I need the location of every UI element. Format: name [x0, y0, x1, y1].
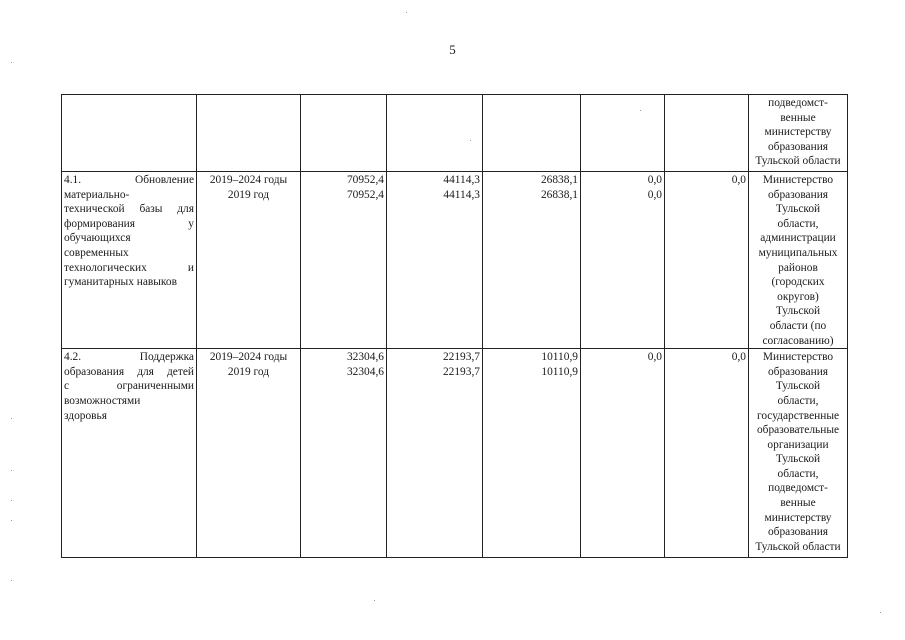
amount-value: 26838,1	[540, 188, 578, 201]
executor-cell	[749, 172, 848, 349]
measure-name-cell	[62, 172, 197, 349]
amount-value: 0,0	[647, 174, 662, 186]
measure-name-line	[64, 379, 194, 394]
measure-name-word: с	[64, 380, 70, 393]
executor-line: подведомст-	[768, 482, 828, 495]
executor-line: Тульской	[775, 380, 821, 393]
measure-name-line	[64, 365, 194, 380]
measure-name-word: детей	[167, 365, 194, 378]
measure-name-word: технической	[64, 203, 125, 216]
measure-name-word: возможностями	[64, 394, 141, 407]
executor-line: области,	[777, 467, 819, 480]
regional-budget-cell	[483, 349, 581, 558]
measure-name-word: Поддержка	[139, 351, 194, 364]
executor-line: муниципальных	[758, 246, 838, 259]
executor-line: области,	[777, 217, 819, 230]
program-table	[61, 94, 848, 558]
other-sources-cell	[665, 95, 749, 172]
page-number: 5	[449, 42, 456, 57]
table-row-4-1	[62, 172, 848, 349]
measure-name-word: гуманитарных навыков	[64, 276, 177, 289]
measure-name-line	[64, 173, 194, 188]
amount-value: 0,0	[647, 351, 662, 364]
measure-name-line	[64, 231, 194, 246]
executor-line: Тульской	[775, 453, 821, 466]
measure-name-word: материально-	[64, 188, 130, 201]
period-value: 2019–2024 годы	[209, 174, 288, 186]
total-funding-cell	[301, 349, 387, 558]
executor-line: государственные	[756, 409, 840, 422]
municipal-budget-cell	[581, 95, 665, 172]
table-row-continuation	[62, 95, 848, 172]
executor-line: области,	[777, 394, 819, 407]
total-funding-cell	[301, 95, 387, 172]
amount-value: 70952,4	[346, 188, 384, 201]
measure-name-word: для	[177, 203, 194, 216]
measure-name-word: ограниченными	[116, 380, 194, 393]
amount-value: 32304,6	[346, 351, 384, 364]
period-cell	[197, 172, 301, 349]
executor-cell	[749, 95, 848, 172]
measure-name-word: 4.2.	[64, 351, 82, 364]
amount-value: 0,0	[731, 351, 746, 364]
executor-line: образования	[767, 140, 829, 153]
executor-line: образования	[767, 365, 829, 378]
regional-budget-cell	[483, 172, 581, 349]
federal-budget-cell	[387, 172, 483, 349]
period-cell	[197, 349, 301, 558]
measure-name-word: для	[137, 365, 154, 378]
executor-line: министерству	[764, 511, 832, 524]
executor-line: венные	[780, 497, 816, 510]
amount-value: 44114,3	[443, 174, 480, 186]
executor-line: области (по	[769, 319, 827, 332]
executor-line: Тульской	[775, 305, 821, 318]
municipal-budget-cell	[581, 172, 665, 349]
executor-line: министерству	[764, 126, 832, 139]
executor-line: (городских	[771, 276, 825, 289]
other-sources-cell	[665, 172, 749, 349]
measure-name-line	[64, 188, 194, 203]
executor-line: образования	[767, 188, 829, 201]
measure-name-line	[64, 350, 194, 365]
period-value: 2019–2024 годы	[209, 351, 288, 364]
executor-line: Тульской области	[755, 155, 841, 168]
amount-value: 10110,9	[541, 351, 578, 364]
measure-name-cell	[62, 95, 197, 172]
period-value: 2019 год	[227, 188, 270, 201]
amount-value: 22193,7	[442, 365, 480, 378]
amount-value: 22193,7	[442, 351, 480, 364]
measure-name-line	[64, 275, 194, 290]
measure-name-word: 4.1.	[64, 174, 82, 186]
executor-line: согласованию)	[762, 334, 834, 347]
executor-cell	[749, 349, 848, 558]
executor-line: администрации	[760, 232, 836, 245]
measure-name-word: образования	[64, 365, 125, 378]
other-sources-cell	[665, 349, 749, 558]
table-row-4-2	[62, 349, 848, 558]
measure-name-word: обучающихся	[64, 232, 131, 245]
executor-line: венные	[780, 111, 816, 124]
measure-name-line	[64, 246, 194, 261]
executor-line: Тульской области	[755, 540, 841, 553]
measure-name-word: базы	[139, 203, 163, 216]
executor-line: Министерство	[762, 174, 834, 186]
amount-value: 26838,1	[540, 174, 578, 186]
measure-name-line	[64, 394, 194, 409]
amount-value: 32304,6	[346, 365, 384, 378]
measure-name-word: формирования	[64, 217, 136, 230]
executor-line: округов)	[777, 290, 819, 303]
regional-budget-cell	[483, 95, 581, 172]
amount-value: 10110,9	[541, 365, 578, 378]
executor-line: образования	[767, 526, 829, 539]
executor-line: организации	[767, 438, 829, 451]
executor-line: образовательные	[756, 424, 840, 437]
measure-name-word: у	[188, 217, 194, 230]
measure-name-line	[64, 202, 194, 217]
executor-line: Министерство	[762, 351, 834, 364]
period-value: 2019 год	[227, 365, 270, 378]
measure-name-word: Обновление	[134, 174, 194, 186]
measure-name-word: современных	[64, 246, 129, 259]
measure-name-cell	[62, 349, 197, 558]
measure-name-word: здоровья	[64, 409, 107, 422]
measure-name-word: технологических	[64, 261, 147, 274]
amount-value: 44114,3	[443, 188, 480, 201]
federal-budget-cell	[387, 349, 483, 558]
measure-name-line	[64, 409, 194, 424]
municipal-budget-cell	[581, 349, 665, 558]
executor-line: Тульской	[775, 203, 821, 216]
amount-value: 70952,4	[346, 174, 384, 186]
measure-name-line	[64, 217, 194, 232]
executor-line: районов	[778, 261, 818, 274]
executor-line: подведомст-	[768, 97, 828, 109]
measure-name-line	[64, 261, 194, 276]
measure-name-word: и	[187, 261, 194, 274]
total-funding-cell	[301, 172, 387, 349]
federal-budget-cell	[387, 95, 483, 172]
amount-value: 0,0	[731, 174, 746, 186]
amount-value: 0,0	[647, 188, 662, 201]
period-cell	[197, 95, 301, 172]
